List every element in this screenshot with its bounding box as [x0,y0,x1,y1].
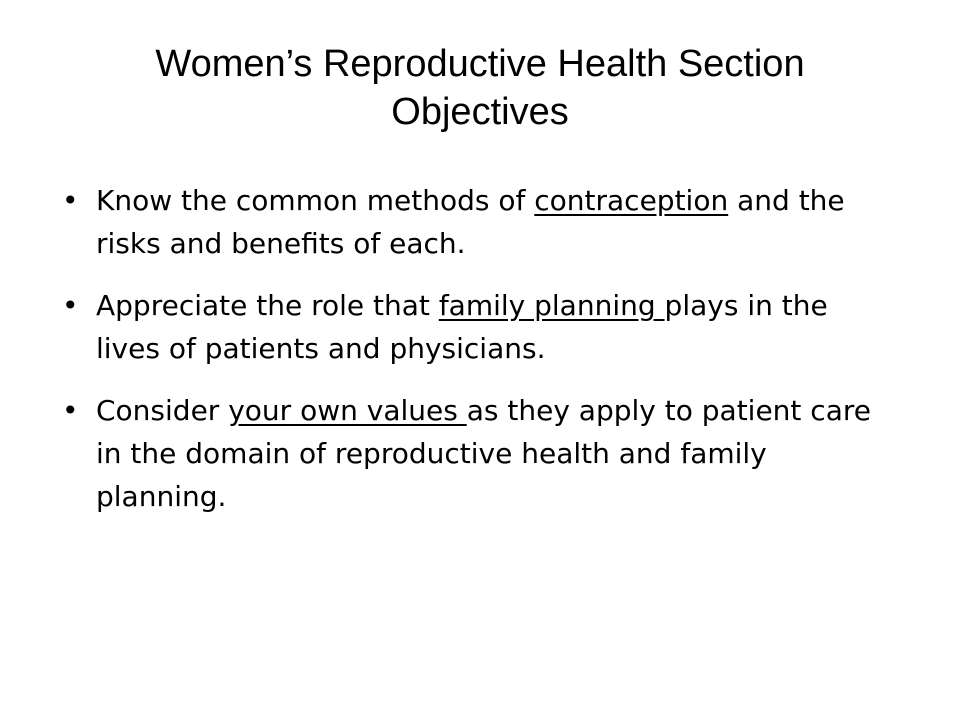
objective-item-1 [62,179,876,265]
slide-title-line-2: Objectives [391,91,569,133]
objective-3-text: Consider [96,394,229,427]
objectives-list [62,179,876,537]
objective-item-2 [62,284,876,370]
objective-2-text: Appreciate the role that [96,289,439,322]
objective-2-keyword: family planning [438,289,665,322]
bullet-icon: • [62,289,79,322]
objective-item-3 [62,389,876,518]
objective-1-keyword: contraception [534,184,729,217]
slide-title [48,40,912,136]
objective-1-text: Know the common methods of [96,184,535,217]
bullet-icon: • [62,394,79,427]
objective-1-rest: and the risks and benefits of each. [96,184,845,260]
objective-3-keyword: your own values [228,394,467,427]
slide-title-line-1: Women’s Reproductive Health Section [155,43,805,85]
objective-3-rest: as they apply to patient care in the domain of reproductive health and family planning. [96,394,871,513]
bullet-icon: • [62,184,79,217]
objective-2-rest: plays in the lives of patients and physicians. [96,289,828,365]
